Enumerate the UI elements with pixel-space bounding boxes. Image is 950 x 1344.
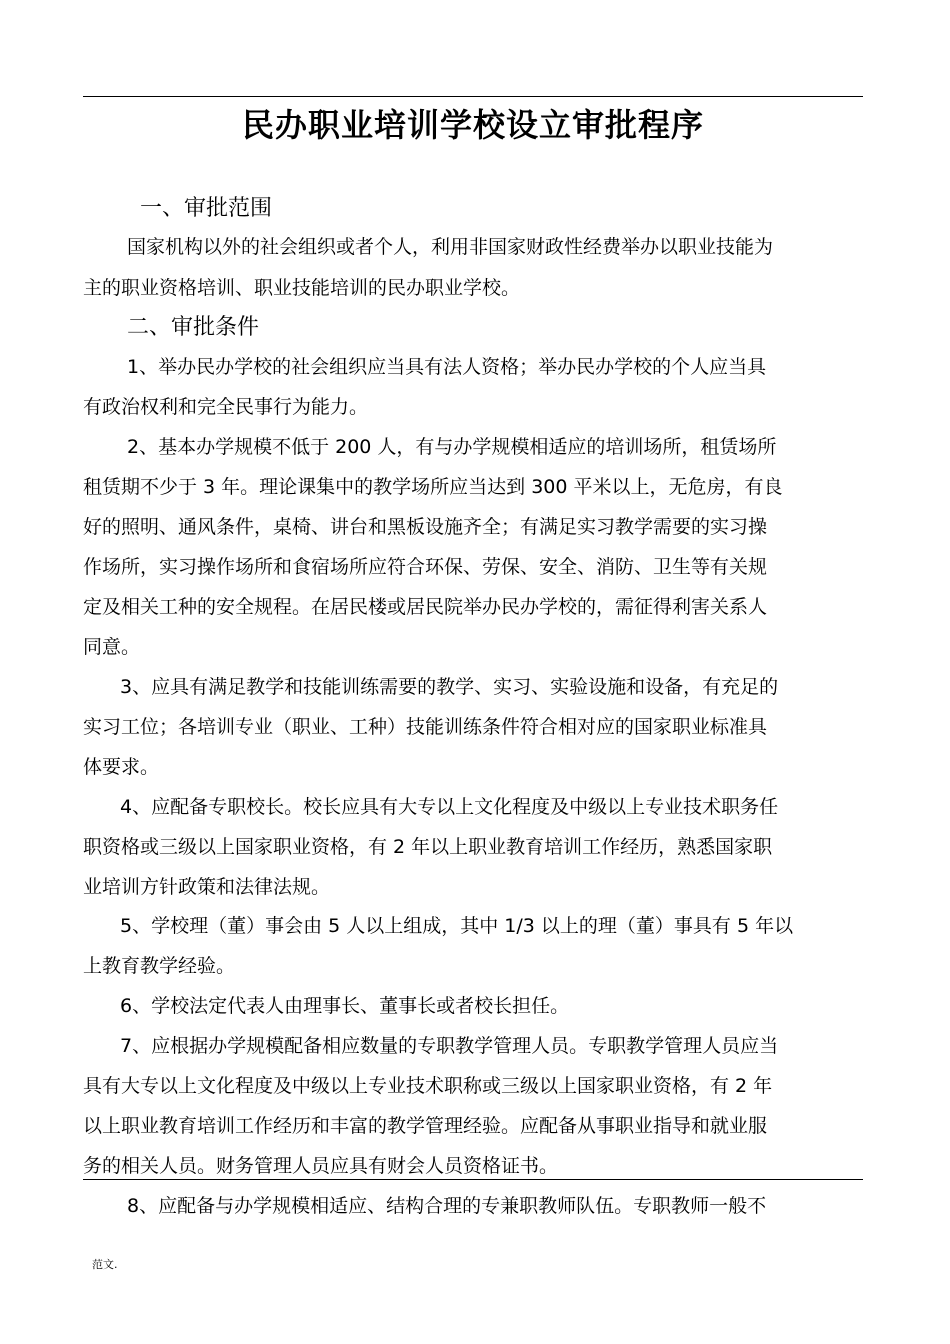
paragraph-line: 8、应配备与办学规模相适应、结构合理的专兼职教师队伍。专职教师一般不: [127, 1195, 767, 1217]
paragraph-line: 7、应根据办学规模配备相应数量的专职教学管理人员。专职教学管理人员应当: [120, 1035, 779, 1057]
section-heading-scope: 一、审批范围: [140, 196, 273, 221]
paragraph-line: 2、基本办学规模不低于 200 人，有与办学规模相适应的培训场所，租赁场所: [127, 436, 777, 458]
page-footer: 范文.: [92, 1258, 118, 1271]
page-break-rule: [83, 1179, 863, 1180]
header-rule: [83, 96, 863, 97]
section-heading-conditions: 二、审批条件: [127, 315, 260, 340]
paragraph-line: 实习工位；各培训专业（职业、工种）技能训练条件符合相对应的国家职业标准具: [83, 716, 768, 738]
paragraph-line: 以上职业教育培训工作经历和丰富的教学管理经验。应配备从事职业指导和就业服: [83, 1115, 768, 1137]
paragraph-line: 同意。: [83, 636, 141, 658]
paragraph-line: 主的职业资格培训、职业技能培训的民办职业学校。: [83, 277, 521, 299]
paragraph-line: 好的照明、通风条件，桌椅、讲台和黑板设施齐全；有满足实习教学需要的实习操: [83, 516, 768, 538]
paragraph-line: 作场所，实习操作场所和食宿场所应符合环保、劳保、安全、消防、卫生等有关规: [83, 556, 768, 578]
paragraph-line: 6、学校法定代表人由理事长、董事长或者校长担任。: [120, 995, 570, 1017]
paragraph-line: 务的相关人员。财务管理人员应具有财会人员资格证书。: [83, 1155, 559, 1177]
paragraph-line: 定及相关工种的安全规程。在居民楼或居民院举办民办学校的，需征得利害关系人: [83, 596, 768, 618]
paragraph-line: 业培训方针政策和法律法规。: [83, 876, 331, 898]
paragraph-line: 上教育教学经验。: [83, 955, 236, 977]
paragraph-line: 体要求。: [83, 756, 160, 778]
paragraph-line: 有政治权利和完全民事行为能力。: [83, 396, 369, 418]
paragraph-line: 租赁期不少于 3 年。理论课集中的教学场所应当达到 300 平米以上，无危房，有良: [83, 476, 783, 498]
paragraph-line: 具有大专以上文化程度及中级以上专业技术职称或三级以上国家职业资格，有 2 年: [83, 1075, 773, 1097]
paragraph-line: 1、举办民办学校的社会组织应当具有法人资格；举办民办学校的个人应当具: [127, 356, 767, 378]
paragraph-line: 4、应配备专职校长。校长应具有大专以上文化程度及中级以上专业技术职务任: [120, 796, 779, 818]
paragraph-line: 职资格或三级以上国家职业资格，有 2 年以上职业教育培训工作经历，熟悉国家职: [83, 836, 773, 858]
paragraph-line: 5、学校理（董）事会由 5 人以上组成，其中 1/3 以上的理（董）事具有 5 年以: [120, 915, 794, 937]
document-title: 民办职业培训学校设立审批程序: [241, 106, 704, 144]
paragraph-line: 3、应具有满足教学和技能训练需要的教学、实习、实验设施和设备，有充足的: [120, 676, 779, 698]
paragraph-line: 国家机构以外的社会组织或者个人，利用非国家财政性经费举办以职业技能为: [127, 236, 774, 258]
